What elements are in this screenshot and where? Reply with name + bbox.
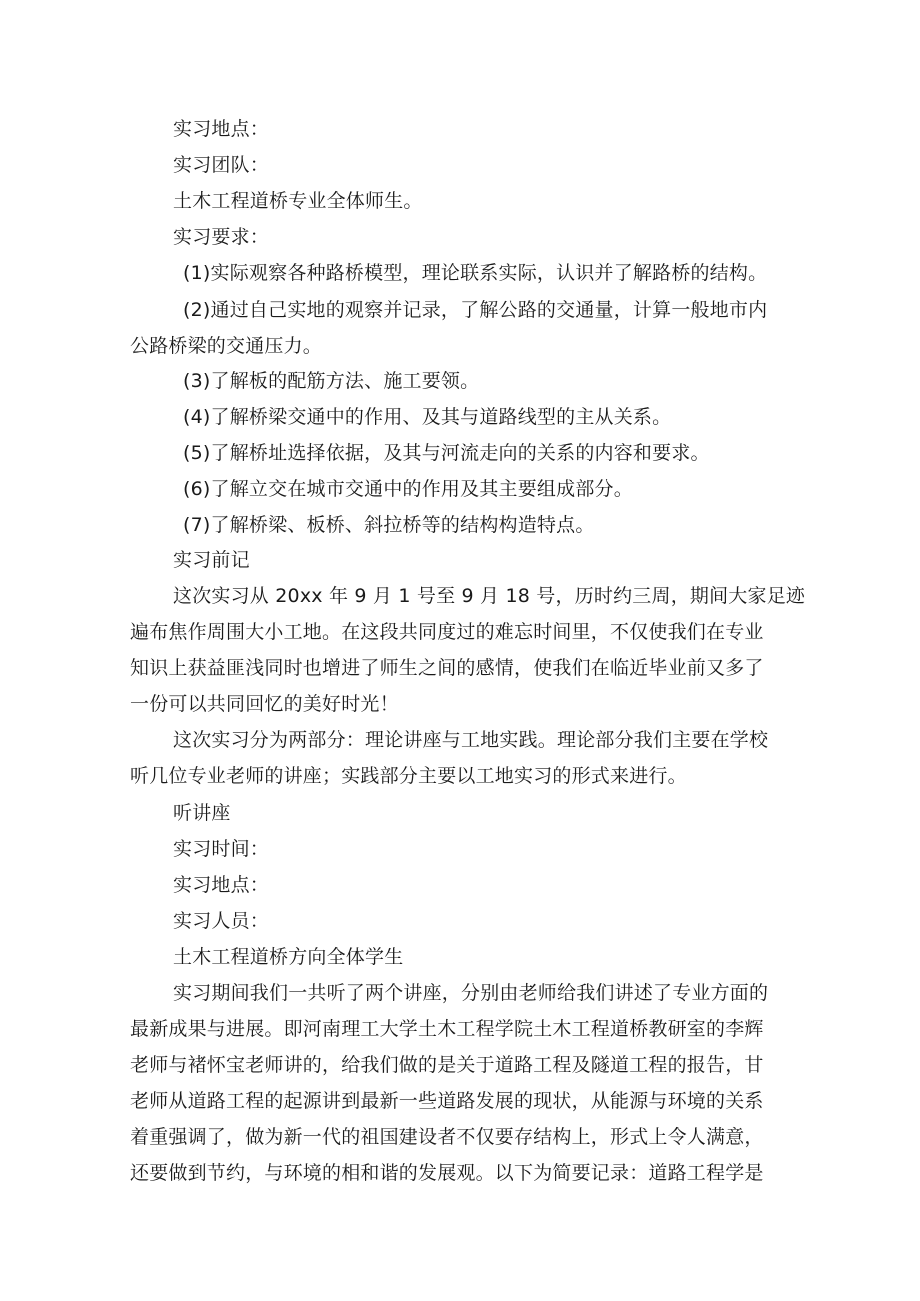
text-line: 实习人员： (173, 910, 270, 932)
text-line: 遍布焦作周围大小工地。在这段共同度过的难忘时间里，不仅使我们在专业 (130, 621, 764, 643)
text-line: 这次实习从 20xx 年 9 月 1 号至 9 月 18 号，历时约三周，期间大家足迹 (173, 585, 806, 607)
text-line: (5)了解桥址选择依据，及其与河流走向的关系的内容和要求。 (183, 442, 710, 464)
text-line: 还要做到节约，与环境的相和谐的发展观。以下为简要记录：道路工程学是 (130, 1162, 764, 1184)
text-line: (1)实际观察各种路桥模型，理论联系实际，认识并了解路桥的结构。 (183, 262, 768, 284)
text-line: 最新成果与进展。即河南理工大学土木工程学院土木工程道桥教研室的李辉 (130, 1018, 764, 1040)
text-line: (7)了解桥梁、板桥、斜拉桥等的结构构造特点。 (183, 514, 595, 536)
text-line: 实习团队： (173, 154, 270, 176)
text-line: 这次实习分为两部分：理论讲座与工地实践。理论部分我们主要在学校 (173, 729, 769, 751)
text-line: 土木工程道桥专业全体师生。 (173, 190, 423, 212)
text-line: (6)了解立交在城市交通中的作用及其主要组成部分。 (183, 478, 633, 500)
text-line: 实习时间： (173, 838, 270, 860)
section-heading: 实习前记 (173, 549, 250, 571)
text-line: 实习期间我们一共听了两个讲座，分别由老师给我们讲述了专业方面的 (173, 982, 769, 1004)
text-line: 实习要求： (173, 226, 270, 248)
text-line: 一份可以共同回忆的美好时光！ (130, 693, 399, 715)
section-heading: 听讲座 (173, 802, 231, 824)
text-line: 实习地点： (173, 118, 270, 140)
text-line: (3)了解板的配筋方法、施工要领。 (183, 370, 480, 392)
text-line: 公路桥梁的交通压力。 (130, 335, 323, 357)
text-line: 知识上获益匪浅同时也增进了师生之间的感情，使我们在临近毕业前又多了 (130, 657, 764, 679)
text-line: 土木工程道桥方向全体学生 (173, 946, 404, 968)
text-line: 实习地点： (173, 874, 270, 896)
text-line: (2)通过自己实地的观察并记录，了解公路的交通量，计算一般地市内 (183, 299, 768, 321)
text-line: 老师与褚怀宝老师讲的，给我们做的是关于道路工程及隧道工程的报告，甘 (130, 1054, 764, 1076)
text-line: (4)了解桥梁交通中的作用、及其与道路线型的主从关系。 (183, 406, 672, 428)
text-line: 老师从道路工程的起源讲到最新一些道路发展的现状，从能源与环境的关系 (130, 1090, 764, 1112)
text-line: 听几位专业老师的讲座；实践部分主要以工地实习的形式来进行。 (130, 765, 687, 787)
text-line: 着重强调了，做为新一代的祖国建设者不仅要存结构上，形式上令人满意， (130, 1126, 764, 1148)
